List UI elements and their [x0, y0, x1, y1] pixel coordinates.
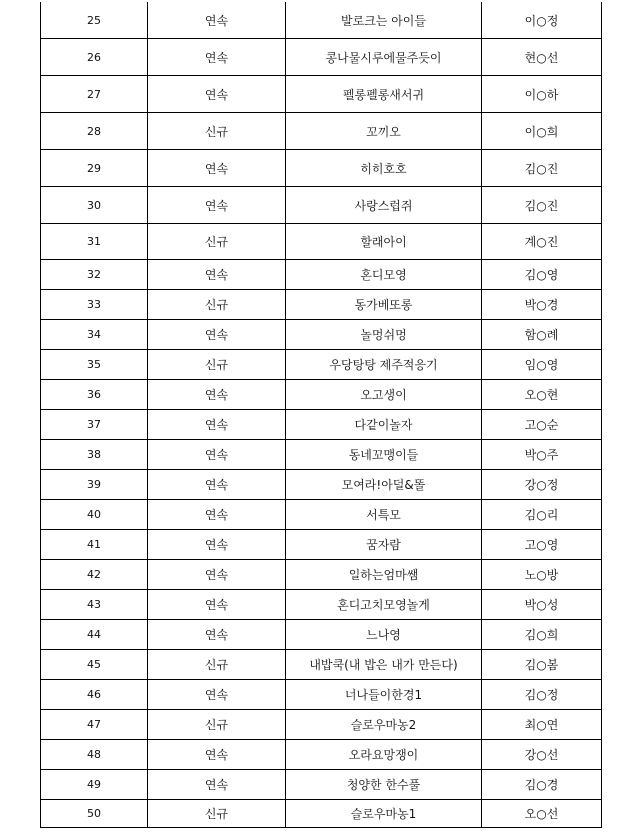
row-number: 42 — [41, 560, 148, 590]
table-row — [41, 590, 602, 620]
table-row — [41, 2, 602, 39]
table-row — [41, 740, 602, 770]
team-name: 혼디모영 — [286, 260, 482, 290]
team-name: 우당탕탕 제주적응기 — [286, 350, 482, 380]
leader-name: 오○선 — [482, 800, 602, 828]
row-number: 27 — [41, 76, 148, 113]
table-row — [41, 224, 602, 260]
row-type: 연속 — [148, 187, 286, 224]
table-row — [41, 560, 602, 590]
team-name: 내밥쿡(내 밥은 내가 만든다) — [286, 650, 482, 680]
table-body — [41, 2, 602, 828]
table-row — [41, 500, 602, 530]
row-type: 연속 — [148, 2, 286, 39]
table-row — [41, 410, 602, 440]
leader-name: 박○주 — [482, 440, 602, 470]
table-row — [41, 350, 602, 380]
row-type: 연속 — [148, 150, 286, 187]
row-type: 신규 — [148, 800, 286, 828]
row-number: 38 — [41, 440, 148, 470]
row-number: 46 — [41, 680, 148, 710]
row-type: 신규 — [148, 113, 286, 150]
leader-name: 임○영 — [482, 350, 602, 380]
row-number: 26 — [41, 39, 148, 76]
team-name: 오고생이 — [286, 380, 482, 410]
row-type: 신규 — [148, 350, 286, 380]
row-number: 40 — [41, 500, 148, 530]
row-number: 49 — [41, 770, 148, 800]
leader-name: 박○성 — [482, 590, 602, 620]
leader-name: 이○희 — [482, 113, 602, 150]
row-number: 45 — [41, 650, 148, 680]
row-number: 35 — [41, 350, 148, 380]
leader-name: 김○정 — [482, 680, 602, 710]
leader-name: 김○봄 — [482, 650, 602, 680]
team-name: 혼디고치모영놀게 — [286, 590, 482, 620]
team-name: 콩나물시루에물주듯이 — [286, 39, 482, 76]
table-row — [41, 290, 602, 320]
row-type: 신규 — [148, 224, 286, 260]
leader-name: 고○영 — [482, 530, 602, 560]
team-name: 놀멍쉬멍 — [286, 320, 482, 350]
row-type: 연속 — [148, 260, 286, 290]
team-name: 꼬끼오 — [286, 113, 482, 150]
leader-name: 김○경 — [482, 770, 602, 800]
row-type: 연속 — [148, 590, 286, 620]
leader-name: 노○방 — [482, 560, 602, 590]
table-row — [41, 76, 602, 113]
leader-name: 김○리 — [482, 500, 602, 530]
table-row — [41, 770, 602, 800]
table-row — [41, 680, 602, 710]
leader-name: 현○선 — [482, 39, 602, 76]
row-number: 31 — [41, 224, 148, 260]
leader-name: 최○연 — [482, 710, 602, 740]
table-row — [41, 470, 602, 500]
row-type: 연속 — [148, 680, 286, 710]
table-row — [41, 39, 602, 76]
leader-name: 오○현 — [482, 380, 602, 410]
table-row — [41, 380, 602, 410]
team-list-table — [40, 2, 602, 828]
row-type: 신규 — [148, 290, 286, 320]
table-row — [41, 800, 602, 828]
row-number: 43 — [41, 590, 148, 620]
row-type: 연속 — [148, 530, 286, 560]
team-name: 너나들이한경1 — [286, 680, 482, 710]
row-number: 37 — [41, 410, 148, 440]
row-type: 연속 — [148, 770, 286, 800]
table-row — [41, 150, 602, 187]
row-type: 연속 — [148, 440, 286, 470]
team-name: 청양한 한수풀 — [286, 770, 482, 800]
team-name: 동가베또롱 — [286, 290, 482, 320]
team-name: 서특모 — [286, 500, 482, 530]
leader-name: 강○정 — [482, 470, 602, 500]
row-number: 30 — [41, 187, 148, 224]
leader-name: 김○희 — [482, 620, 602, 650]
row-number: 28 — [41, 113, 148, 150]
table-row — [41, 260, 602, 290]
row-type: 신규 — [148, 710, 286, 740]
row-type: 신규 — [148, 650, 286, 680]
row-number: 44 — [41, 620, 148, 650]
team-name: 다같이놀자 — [286, 410, 482, 440]
leader-name: 고○순 — [482, 410, 602, 440]
team-name: 사랑스럽쥐 — [286, 187, 482, 224]
row-number: 25 — [41, 2, 148, 39]
row-type: 연속 — [148, 39, 286, 76]
leader-name: 이○하 — [482, 76, 602, 113]
row-type: 연속 — [148, 410, 286, 440]
team-name: 발로크는 아이들 — [286, 2, 482, 39]
row-type: 연속 — [148, 380, 286, 410]
row-type: 연속 — [148, 76, 286, 113]
row-number: 41 — [41, 530, 148, 560]
table-row — [41, 320, 602, 350]
team-name: 슬로우마농2 — [286, 710, 482, 740]
row-number: 29 — [41, 150, 148, 187]
team-name: 오라요망쟁이 — [286, 740, 482, 770]
row-type: 연속 — [148, 620, 286, 650]
leader-name: 김○영 — [482, 260, 602, 290]
leader-name: 김○진 — [482, 150, 602, 187]
team-name: 히히호호 — [286, 150, 482, 187]
leader-name: 계○진 — [482, 224, 602, 260]
table-row — [41, 113, 602, 150]
row-number: 50 — [41, 800, 148, 828]
table-row — [41, 710, 602, 740]
row-type: 연속 — [148, 500, 286, 530]
leader-name: 박○경 — [482, 290, 602, 320]
team-name: 느나영 — [286, 620, 482, 650]
row-number: 39 — [41, 470, 148, 500]
row-number: 32 — [41, 260, 148, 290]
row-number: 36 — [41, 380, 148, 410]
row-type: 연속 — [148, 560, 286, 590]
team-name: 슬로우마농1 — [286, 800, 482, 828]
team-name: 일하는엄마쌤 — [286, 560, 482, 590]
row-number: 47 — [41, 710, 148, 740]
table-row — [41, 530, 602, 560]
table-row — [41, 187, 602, 224]
row-type: 연속 — [148, 470, 286, 500]
row-type: 연속 — [148, 740, 286, 770]
leader-name: 함○례 — [482, 320, 602, 350]
row-number: 34 — [41, 320, 148, 350]
leader-name: 강○선 — [482, 740, 602, 770]
row-type: 연속 — [148, 320, 286, 350]
leader-name: 김○진 — [482, 187, 602, 224]
team-name: 펠롱펠롱새서귀 — [286, 76, 482, 113]
team-name: 할래아이 — [286, 224, 482, 260]
table-row — [41, 650, 602, 680]
team-name: 모여라!아덜&똘 — [286, 470, 482, 500]
team-name: 꿈자람 — [286, 530, 482, 560]
leader-name: 이○정 — [482, 2, 602, 39]
table-row — [41, 620, 602, 650]
team-name: 동네꼬맹이들 — [286, 440, 482, 470]
row-number: 48 — [41, 740, 148, 770]
row-number: 33 — [41, 290, 148, 320]
table-row — [41, 440, 602, 470]
